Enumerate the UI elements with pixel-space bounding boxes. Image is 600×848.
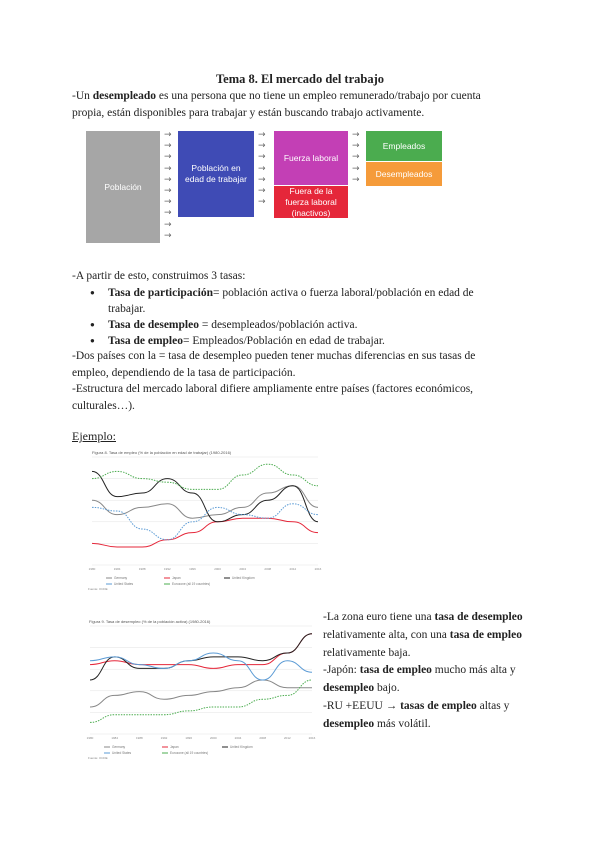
list-item: ● Tasa de participación= población activa o fuerza laboral/población en edad de trabajar. [90, 285, 510, 317]
legend-label: Germany [114, 576, 128, 580]
x-tick-label: 2012 [283, 736, 291, 740]
paragraph-estructura: -Estructura del mercado laboral difiere ampliamente entre países (factores económicos, culturales…). [72, 383, 474, 412]
x-tick-label: 2000 [214, 567, 221, 571]
chart-legend [104, 745, 253, 755]
x-tick-label: 2004 [234, 736, 242, 740]
chart-caption: Figura 8. Tasa de empleo (% de la población en edad de trabajar) (1980-2016) [92, 450, 232, 455]
intro-paragraph [72, 88, 512, 121]
diagram-box-desempleados: Desempleados [366, 162, 442, 186]
legend-label: United States [114, 582, 134, 586]
diagram-box-fuerza-laboral: Fuerza laboral [274, 131, 348, 185]
x-tick-label: 1980 [88, 567, 96, 571]
side-paragraph-eurozone: -La zona euro tiene una tasa de desempleo relativamente alta, con una tasa de empleo relativamente baja. [323, 611, 523, 659]
chart-source: Fuente: OCDE [88, 756, 108, 760]
legend-label: Japan [172, 576, 181, 580]
chart-legend [106, 576, 255, 586]
diagram-box-edad-trabajar: Población en edad de trabajar [178, 131, 254, 217]
side-paragraph-japan: -Japón: tasa de empleo mucho más alta y desempleo bajo. [323, 664, 516, 695]
legend-label: Eurozone (all 19 countries) [170, 751, 209, 755]
x-tick-label: 2008 [259, 736, 267, 740]
legend-label: Eurozone (all 19 countries) [172, 582, 211, 586]
intro-rest: es una persona que no tiene un empleo remunerado/trabajo por cuenta propia, están disponibles para trabajar y están buscando trabajo activamente. [72, 90, 481, 119]
legend-label: Japan [170, 745, 179, 749]
x-tick-label: 2016 [308, 736, 316, 740]
x-tick-label: 1996 [189, 567, 196, 571]
page-title: Tema 8. El mercado del trabajo [215, 72, 385, 86]
employment-rate-chart [86, 447, 322, 597]
diagram-box-poblacion: Población [86, 131, 160, 243]
series-line-japan [90, 634, 312, 669]
x-tick-label: 2008 [264, 567, 272, 571]
unemployment-rate-chart [86, 616, 316, 766]
chart-source: Fuente: OCDE [88, 587, 108, 591]
series-line-eurozone-all-19-countries [92, 464, 318, 489]
side-paragraph-uk-us: -RU +EEUU → tasas de empleo altas y desempleo más volátil. [323, 699, 510, 730]
legend-label: United Kingdom [232, 576, 255, 580]
series-line-germany [90, 680, 312, 707]
chart-grid [87, 626, 316, 740]
side-commentary [323, 609, 533, 734]
x-tick-label: 2012 [289, 567, 297, 571]
x-tick-label: 1988 [138, 567, 146, 571]
list-item: ● Tasa de empleo= Empleados/Población en edad de trabajar. [90, 333, 510, 349]
x-tick-label: 2004 [239, 567, 247, 571]
paragraph-paises: -Dos países con la = tasa de desempleo pueden tener muchas diferencias en sus tasas de empleo, dependiendo de la tasa de participación. [72, 350, 476, 379]
intro-bold-term: desempleado [92, 90, 157, 102]
intro-prefix: -Un [72, 90, 93, 102]
series-line-japan [92, 518, 318, 547]
chart-series [90, 634, 312, 723]
tasas-intro: -A partir de esto, construimos 3 tasas: [72, 270, 246, 282]
x-tick-label: 2000 [209, 736, 217, 740]
diagram-arrows-1: → → → → → → → → → → [164, 130, 172, 241]
x-tick-label: 1984 [111, 736, 119, 740]
list-item: ● Tasa de desempleo = desempleados/población activa. [90, 317, 510, 333]
x-tick-label: 1984 [113, 567, 121, 571]
diagram-box-empleados: Empleados [366, 131, 442, 161]
legend-label: Germany [112, 745, 126, 749]
chart-series [92, 464, 318, 547]
series-line-germany [92, 486, 318, 518]
x-tick-label: 1988 [135, 736, 143, 740]
legend-label: United Kingdom [230, 745, 253, 749]
ejemplo-heading: Ejemplo: [72, 429, 116, 443]
chart-caption: Figura 9. Tasa de desempleo (% de la población activa) (1980-2016) [89, 619, 211, 624]
diagram-arrows-3: → → → → → [352, 130, 360, 185]
x-tick-label: 1980 [86, 736, 94, 740]
x-tick-label: 2016 [314, 567, 322, 571]
x-tick-label: 1996 [185, 736, 193, 740]
diagram-arrows-2: → → → → → → → [258, 130, 266, 208]
legend-label: United States [112, 751, 132, 755]
x-tick-label: 1992 [160, 736, 168, 740]
tasas-list [90, 285, 510, 349]
diagram-box-fuera-fuerza: Fuera de la fuerza laboral (inactivos) [274, 186, 348, 218]
x-tick-label: 1992 [163, 567, 171, 571]
